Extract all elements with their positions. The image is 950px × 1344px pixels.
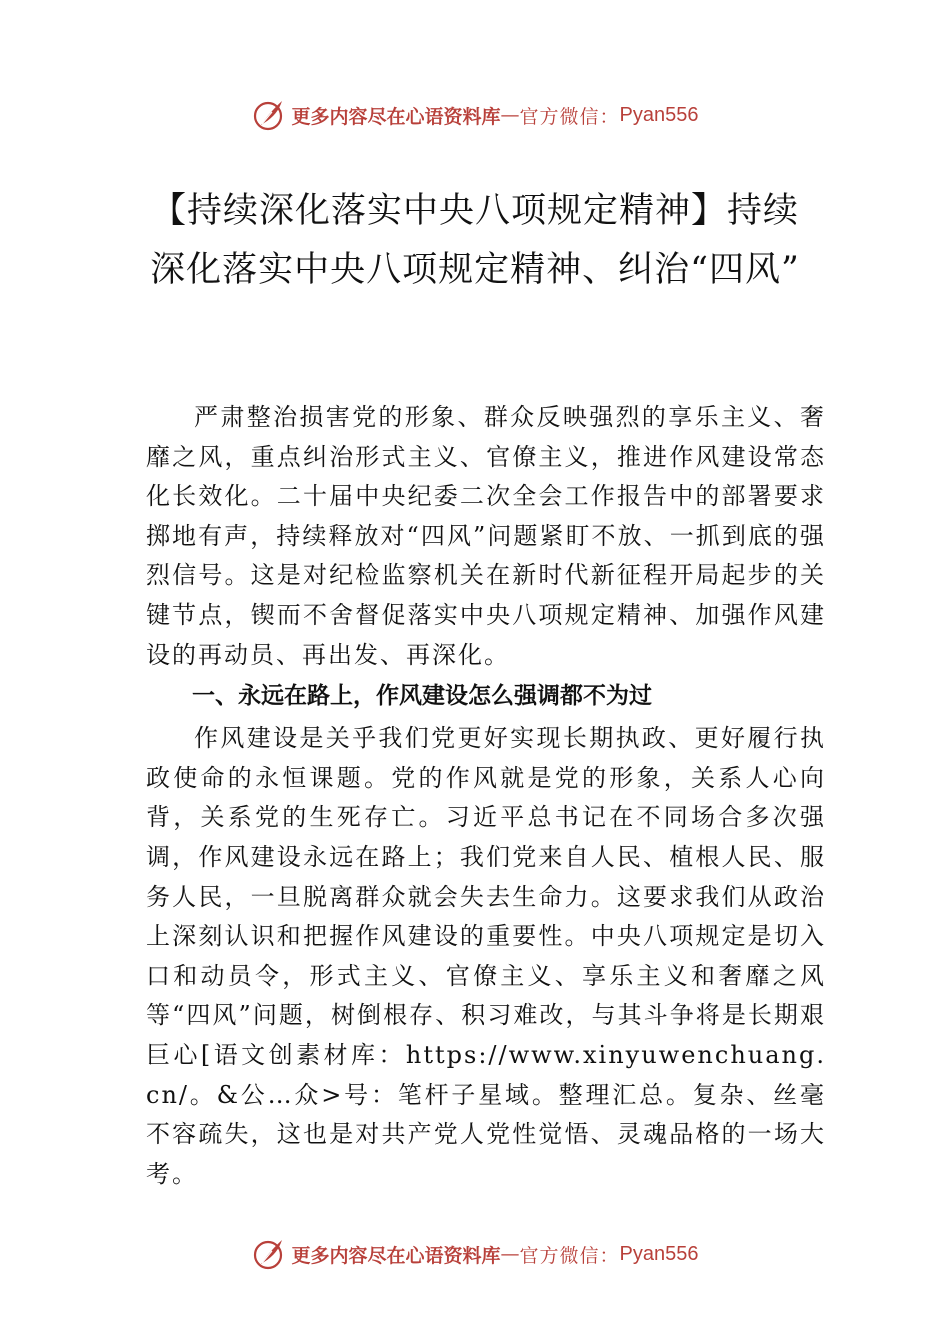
banner-separator: — xyxy=(500,104,520,126)
banner-wechat-id: Pyan556 xyxy=(619,1242,699,1265)
banner-text: 更多内容尽在心语资料库 xyxy=(291,105,501,128)
banner-text: 更多内容尽在心语资料库 xyxy=(291,1244,501,1267)
quill-logo-icon xyxy=(252,98,286,132)
banner-wechat-label: 官方微信： xyxy=(519,1244,620,1267)
section-heading: 一、永远在路上，作风建设怎么强调都不为过 xyxy=(192,683,652,710)
banner-separator: — xyxy=(500,1243,520,1265)
footer-banner xyxy=(0,1234,950,1274)
document-title: 【持续深化落实中央八项规定精神】持续深化落实中央八项规定精神、纠治“四风” xyxy=(150,191,800,290)
banner-wechat-id: Pyan556 xyxy=(619,103,699,126)
quill-logo-icon xyxy=(252,1237,286,1271)
banner-wechat-label: 官方微信： xyxy=(519,105,620,128)
document-body xyxy=(146,398,826,1194)
paragraph-section-1: 作风建设是关乎我们党更好实现长期执政、更好履行执政使命的永恒课题。党的作风就是党的形象，关系人心向背，关系党的生死存亡。习近平总书记在不同场合多次强调，作风建设永远在路上；我们党来自人民、植根人民、服务人民，一旦脱离群众就会失去生命力。这要求我们从政治上深刻认识和把握作风建设的重要性。中央八项规定是切入口和动员令，形式主义、官僚主义、享乐主义和奢靡之风等“四风”问题，树倒根存、积习难改，与其斗争将是长期艰巨心[语文创素材库：https://www.xinyuwenchuang.cn/。&公…众>号：笔杆子星域。整理汇总。复杂、丝毫不容疏失，这也是对共产党人党性觉悟、灵魂品格的一场大考。 xyxy=(146,724,826,1188)
header-banner xyxy=(0,95,950,135)
paragraph-intro: 严肃整治损害党的形象、群众反映强烈的享乐主义、奢靡之风，重点纠治形式主义、官僚主义，推进作风建设常态化长效化。二十届中央纪委二次全会工作报告中的部署要求掷地有声，持续释放对“四风”问题紧盯不放、一抓到底的强烈信号。这是对纪检监察机关在新时代新征程开局起步的关键节点，锲而不舍督促落实中央八项规定精神、加强作风建设的再动员、再出发、再深化。 xyxy=(146,403,826,669)
